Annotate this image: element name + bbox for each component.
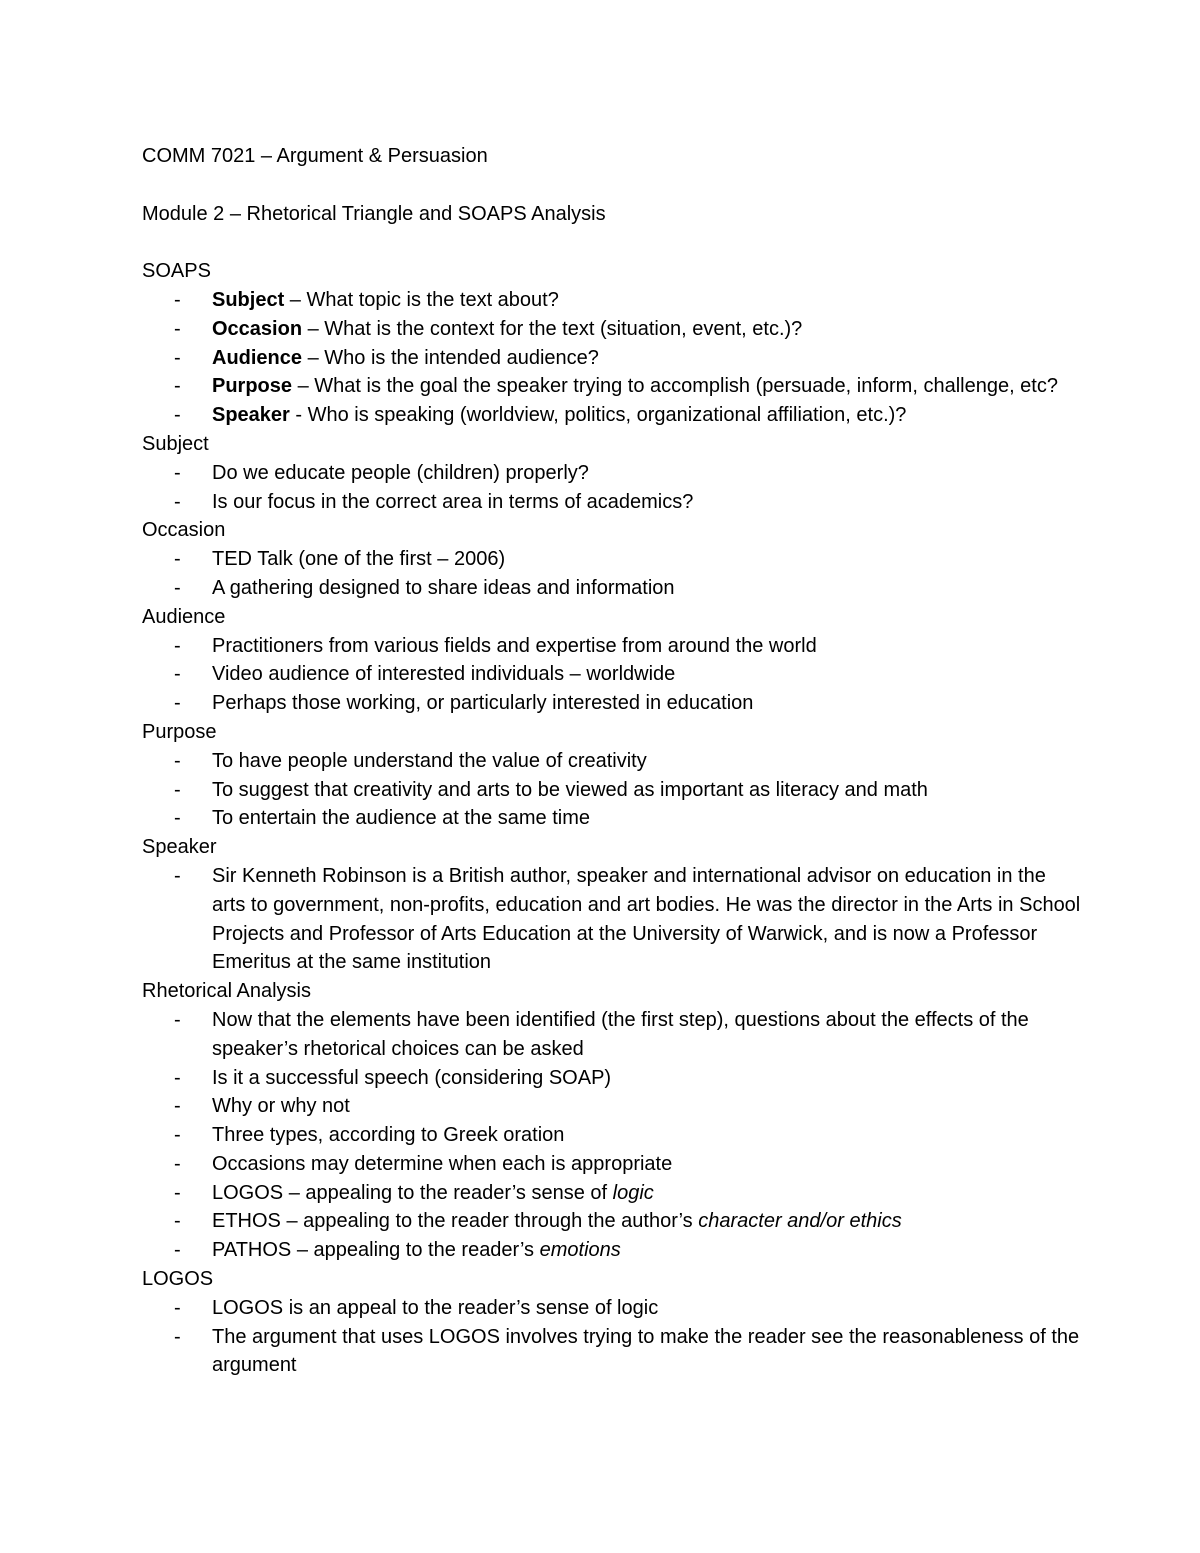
- list-item-text: Sir Kenneth Robinson is a British author, speaker and international advisor on education in the arts to government, non-profits, education and art bodies. He was the director in the Arts in School Projects and Professor of Arts Education at the University of Warwick, and is now a Professor Emeritus at the same institution: [212, 864, 1081, 974]
- list-item-text: Now that the elements have been identified (the first step), questions about the effects of the speaker’s rhetorical choices can be asked: [212, 1008, 1029, 1060]
- bullet-dash: -: [174, 1239, 181, 1262]
- section-heading-occasion: Occasion: [142, 519, 226, 542]
- subject-list: [142, 459, 1082, 517]
- bullet-dash: -: [174, 548, 181, 571]
- bullet-dash: -: [174, 1124, 181, 1147]
- list-item: [142, 488, 1082, 517]
- soaps-term: Subject: [212, 288, 285, 311]
- list-item: [142, 660, 1082, 689]
- list-item: [142, 1236, 1082, 1265]
- soaps-definition: – What is the goal the speaker trying to accomplish (persuade, inform, challenge, etc?: [292, 375, 1058, 398]
- soaps-term: Speaker: [212, 404, 290, 427]
- section-heading-soaps: SOAPS: [142, 260, 211, 283]
- speaker-list: [142, 862, 1082, 977]
- appeal-emphasis: character and/or ethics: [698, 1210, 902, 1233]
- bullet-dash: -: [174, 663, 181, 686]
- list-item-text: To entertain the audience at the same time: [212, 807, 591, 830]
- bullet-dash: -: [174, 749, 181, 772]
- bullet-dash: -: [174, 807, 181, 830]
- list-item-text: Is our focus in the correct area in terms of academics?: [212, 490, 694, 513]
- list-item: [142, 1294, 1082, 1323]
- spacer: [142, 171, 1082, 200]
- section-heading-subject: Subject: [142, 432, 209, 455]
- bullet-dash: -: [174, 576, 181, 599]
- soaps-definition: – Who is the intended audience?: [302, 346, 599, 369]
- soaps-list: [142, 286, 1082, 430]
- list-item-text: A gathering designed to share ideas and information: [212, 576, 675, 599]
- list-item-text: Why or why not: [212, 1095, 350, 1118]
- soaps-term: Purpose: [212, 375, 293, 398]
- section-heading-audience: Audience: [142, 605, 226, 628]
- list-item: [142, 776, 1082, 805]
- spacer: [142, 228, 1082, 257]
- list-item: [142, 1006, 1082, 1064]
- appeal-emphasis: emotions: [539, 1239, 621, 1262]
- bullet-dash: -: [174, 375, 181, 398]
- bullet-dash: -: [174, 317, 181, 340]
- list-item: [142, 401, 1082, 430]
- bullet-dash: -: [174, 404, 181, 427]
- bullet-dash: -: [174, 634, 181, 657]
- bullet-dash: -: [174, 1325, 181, 1348]
- bullet-dash: -: [174, 1095, 181, 1118]
- list-item: [142, 459, 1082, 488]
- bullet-dash: -: [174, 864, 181, 887]
- section-heading-rhetorical-analysis: Rhetorical Analysis: [142, 980, 311, 1003]
- audience-list: [142, 632, 1082, 718]
- list-item: [142, 545, 1082, 574]
- course-title: COMM 7021 – Argument & Persuasion: [142, 145, 488, 167]
- list-item: [142, 689, 1082, 718]
- bullet-dash: -: [174, 778, 181, 801]
- purpose-list: [142, 747, 1082, 833]
- soaps-definition: – What topic is the text about?: [284, 288, 559, 311]
- list-item-text: LOGOS is an appeal to the reader’s sense of logic: [212, 1296, 659, 1319]
- list-item: [142, 372, 1082, 401]
- appeal-lead: LOGOS – appealing to the reader’s sense of: [212, 1181, 613, 1204]
- list-item: [142, 1064, 1082, 1093]
- list-item-text: Occasions may determine when each is appropriate: [212, 1152, 673, 1175]
- list-item-text: Video audience of interested individuals – worldwide: [212, 663, 676, 686]
- bullet-dash: -: [174, 1066, 181, 1089]
- list-item: [142, 344, 1082, 373]
- list-item-text: The argument that uses LOGOS involves trying to make the reader see the reasonableness of the argument: [212, 1325, 1080, 1377]
- bullet-dash: -: [174, 692, 181, 715]
- list-item: [142, 1150, 1082, 1179]
- list-item-text: TED Talk (one of the first – 2006): [212, 548, 506, 571]
- soaps-definition: - Who is speaking (worldview, politics, organizational affiliation, etc.)?: [289, 404, 907, 427]
- section-heading-purpose: Purpose: [142, 720, 217, 743]
- soaps-term: Occasion: [212, 317, 303, 340]
- list-item-text: Three types, according to Greek oration: [212, 1124, 565, 1147]
- bullet-dash: -: [174, 461, 181, 484]
- logos-list: [142, 1294, 1082, 1380]
- bullet-dash: -: [174, 1296, 181, 1319]
- soaps-term: Audience: [212, 346, 303, 369]
- module-title: Module 2 – Rhetorical Triangle and SOAPS Analysis: [142, 202, 606, 225]
- list-item: [142, 574, 1082, 603]
- list-item: [142, 1092, 1082, 1121]
- bullet-dash: -: [174, 1008, 181, 1031]
- occasion-list: [142, 545, 1082, 603]
- list-item: [142, 286, 1082, 315]
- list-item: [142, 632, 1082, 661]
- list-item-text: Do we educate people (children) properly?: [212, 461, 589, 484]
- appeal-emphasis: logic: [612, 1181, 654, 1204]
- list-item: [142, 1207, 1082, 1236]
- list-item-text: To suggest that creativity and arts to be viewed as important as literacy and math: [212, 778, 928, 801]
- list-item-text: Perhaps those working, or particularly interested in education: [212, 692, 754, 715]
- list-item: [142, 862, 1082, 977]
- list-item: [142, 804, 1082, 833]
- section-heading-logos: LOGOS: [142, 1268, 214, 1291]
- bullet-dash: -: [174, 1152, 181, 1175]
- list-item-text: To have people understand the value of creativity: [212, 749, 647, 772]
- bullet-dash: -: [174, 1210, 181, 1233]
- list-item: [142, 1121, 1082, 1150]
- appeal-lead: ETHOS – appealing to the reader through the author’s: [212, 1210, 699, 1233]
- list-item: [142, 1179, 1082, 1208]
- document-body: [142, 142, 1082, 1380]
- soaps-definition: – What is the context for the text (situation, event, etc.)?: [302, 317, 803, 340]
- list-item-text: Practitioners from various fields and expertise from around the world: [212, 634, 817, 657]
- list-item: [142, 315, 1082, 344]
- section-heading-speaker: Speaker: [142, 836, 217, 859]
- bullet-dash: -: [174, 1181, 181, 1204]
- rhetorical-list: [142, 1006, 1082, 1265]
- bullet-dash: -: [174, 346, 181, 369]
- list-item: [142, 1323, 1082, 1381]
- list-item: [142, 747, 1082, 776]
- list-item-text: Is it a successful speech (considering SOAP): [212, 1066, 612, 1089]
- appeal-lead: PATHOS – appealing to the reader’s: [212, 1239, 540, 1262]
- bullet-dash: -: [174, 490, 181, 513]
- bullet-dash: -: [174, 288, 181, 311]
